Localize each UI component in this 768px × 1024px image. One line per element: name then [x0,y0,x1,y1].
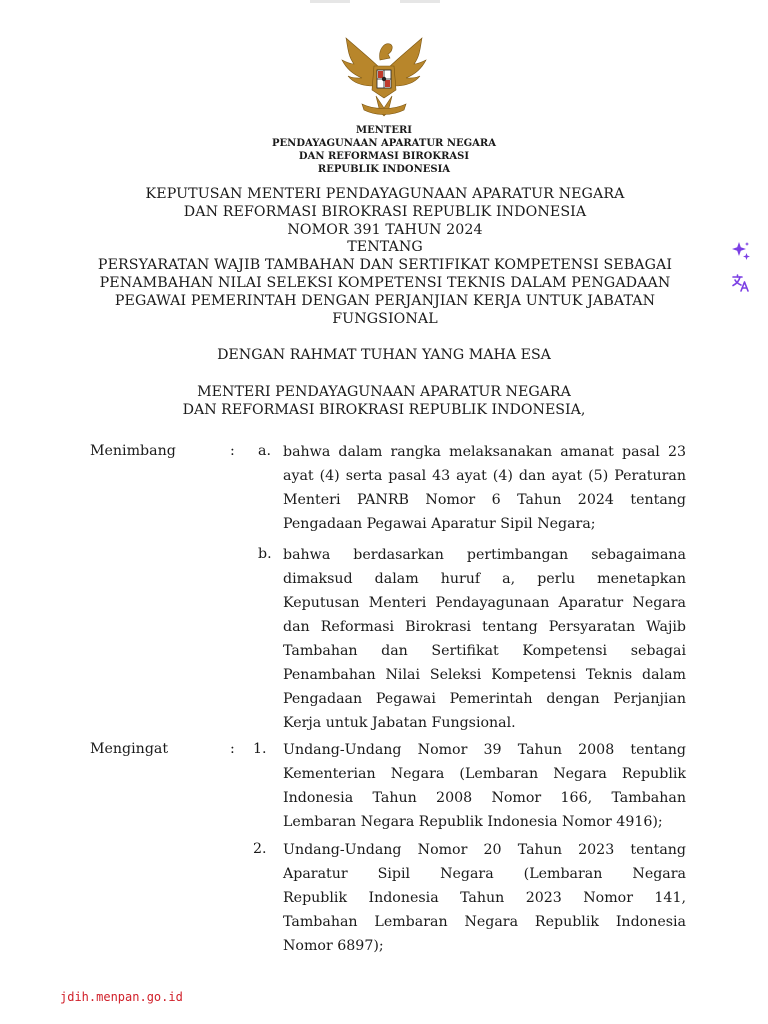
decree-subject-line1: PERSYARATAN WAJIB TAMBAHAN DAN SERTIFIKAT KOMPETENSI SEBAGAI [97,257,673,273]
paragraph-line: Undang-Undang Nomor 20 Tahun 2023 tentang [283,842,686,858]
paragraph-line: Penambahan Nilai Seleksi Kompetensi Teknis dalam [283,667,686,683]
header-minister: MENTERI [356,125,412,136]
paragraph-line: bahwa berdasarkan pertimbangan sebagaimana [283,547,686,563]
minister-line2: DAN REFORMASI BIROKRASI REPUBLIK INDONESIA, [182,402,586,418]
paragraph-line: Menteri PANRB Nomor 6 Tahun 2024 tentang [283,492,686,508]
menimbang-label: Menimbang [90,443,176,459]
translate-icon[interactable] [728,270,754,296]
menimbang-item-a [283,440,686,536]
mengingat-item-1-mark: 1. [253,741,267,757]
menimbang-item-a-mark: a. [258,443,271,459]
mengingat-colon: : [230,741,235,757]
paragraph-line: Pengadaan Pegawai Aparatur Sipil Negara; [283,516,596,532]
decree-title-line1: KEPUTUSAN MENTERI PENDAYAGUNAAN APARATUR NEGARA [145,186,625,202]
decree-subject-line4: FUNGSIONAL [332,311,438,327]
paragraph-line: Aparatur Sipil Negara (Lembaran Negara [283,866,686,882]
header-country: REPUBLIK INDONESIA [317,164,451,175]
decree-about: TENTANG [347,239,423,255]
paragraph-line: Republik Indonesia Tahun 2023 Nomor 141, [283,890,686,906]
decree-number: NOMOR 391 TAHUN 2024 [287,222,483,238]
mengingat-item-2 [283,838,686,958]
paragraph-line: Keputusan Menteri Pendayagunaan Aparatur Negara [283,595,686,611]
paragraph-line: ayat (4) serta pasal 43 ayat (4) dan ayat (5) Peraturan [283,468,686,484]
mengingat-label: Mengingat [90,741,169,757]
header-ministry-line2: DAN REFORMASI BIROKRASI [298,151,470,162]
paragraph-line: Undang-Undang Nomor 39 Tahun 2008 tentang [283,742,686,758]
paragraph-line: dan Reformasi Birokrasi tentang Persyaratan Wajib [283,619,686,635]
paragraph-line: Lembaran Negara Republik Indonesia Nomor 4916); [283,814,663,830]
decree-subject-line2: PENAMBAHAN NILAI SELEKSI KOMPETENSI TEKNIS DALAM PENGADAAN [99,275,671,291]
minister-line1: MENTERI PENDAYAGUNAAN APARATUR NEGARA [197,384,571,400]
decree-subject-line3: PEGAWAI PEMERINTAH DENGAN PERJANJIAN KERJA UNTUK JABATAN [114,293,656,309]
garuda-emblem [334,30,434,120]
paragraph-line: Pengadaan Pegawai Pemerintah dengan Perjanjian [283,691,686,707]
mengingat-item-2-mark: 2. [253,841,267,857]
paragraph-line: Nomor 6897); [283,938,384,954]
paragraph-line: dimaksud dalam huruf a, perlu menetapkan [283,571,686,587]
menimbang-item-b-mark: b. [258,546,272,562]
mengingat-item-1 [283,738,686,834]
paragraph-line: bahwa dalam rangka melaksanakan amanat pasal 23 [283,444,686,460]
menimbang-colon: : [230,443,235,459]
blessing: DENGAN RAHMAT TUHAN YANG MAHA ESA [217,347,551,363]
paragraph-line: Kerja untuk Jabatan Fungsional. [283,715,516,731]
paragraph-line: Tambahan dan Sertifikat Kompetensi sebagai [283,643,686,659]
paragraph-line: Indonesia Tahun 2008 Nomor 166, Tambahan [283,790,686,806]
sparkle-icon[interactable] [728,238,754,264]
header-ministry-line1: PENDAYAGUNAAN APARATUR NEGARA [272,138,496,149]
menimbang-item-b [283,543,686,735]
footer-website: jdih.menpan.go.id [60,990,183,1004]
paragraph-line: Tambahan Lembaran Negara Republik Indonesia [283,914,686,930]
scan-artifact [300,0,470,6]
paragraph-line: Kementerian Negara (Lembaran Negara Republik [283,766,686,782]
decree-title-line2: DAN REFORMASI BIROKRASI REPUBLIK INDONESIA [183,204,587,220]
